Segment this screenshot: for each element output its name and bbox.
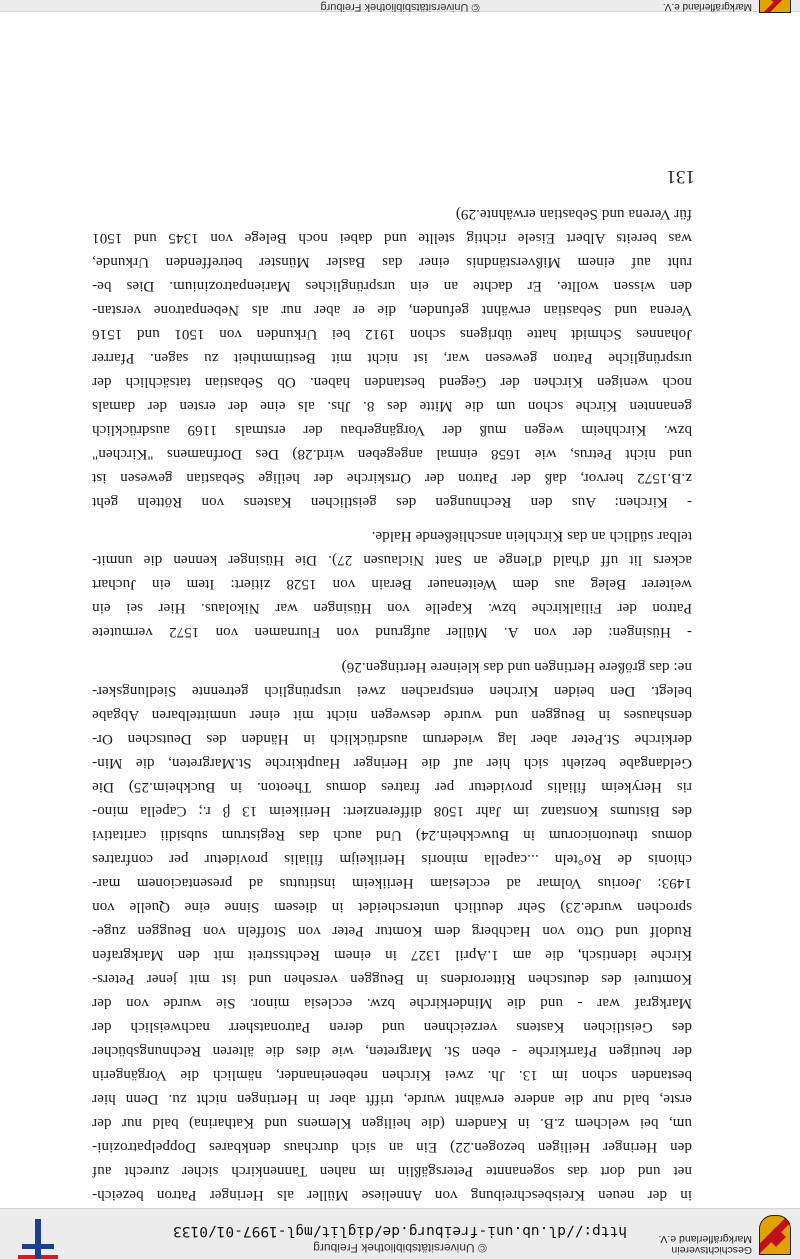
- page-number: 131: [666, 166, 695, 187]
- text-line: des Geistlichen Kastens verzeichnen und deren Patronatsherr nachweislich der: [92, 1019, 692, 1035]
- text-line: bestanden schon im 13. Jh. zwei Kirchen nebeneinander, nämlich die Vorgängerin: [92, 1067, 692, 1083]
- text-line: Patron der Filialkirche bzw. Kapelle von Hüsingen war Nikolaus. Hier sei ein: [92, 600, 692, 617]
- text-line: Johannes Schmidt hatte übrigens schon 1912 bei Urkunden von 1501 und 1516: [92, 325, 692, 342]
- text-line: um, bei welchem z.B. in Kandern (die heiligen Klemens und Katharina) bald nur der: [92, 1115, 692, 1131]
- body-text: [92, 201, 692, 1206]
- text-line: Verena und Sebastian erwähnt gefunden, die er aber nur als Nebenpatrone verstan-: [92, 301, 692, 318]
- text-line: ursprüngliche Patron gewesen war, ist nicht mit Bestimmtheit zu sagen. Pfarrer: [92, 349, 692, 366]
- paragraph-gap: [92, 513, 692, 523]
- text-line: Komturei des deutschen Ritterordens in Beuggen versehen und ist mit jener Peters-: [92, 971, 692, 987]
- text-line: weiterer Beleg aus dem Weitenauer Berain von 1528 zitiert: Item ein Juchart: [92, 576, 692, 593]
- text-line: ackers lit uff d'hald d'lenge an Sant Niclausen 27). Die Hüsinger kennen die unmit-: [92, 552, 692, 569]
- text-line: Markgraf war - und die Minderkirche bzw. ecclesia minor. Sie wurde von der: [92, 995, 692, 1011]
- text-line: - Hüsingen: der von A. Müller aufgrund von Flurnamen von 1572 vermutete: [92, 624, 692, 641]
- text-line: in der neuen Kreisbeschreibung von Anneliese Müller als Heringer Patron bezeich-: [92, 1187, 692, 1203]
- text-line: ne: das größere Hertingen und das kleinere Hertingen.26): [341, 659, 692, 675]
- text-line: derkirche St.Peter aber lag wiederum ausdrücklich in Händen des Deutschen Or-: [92, 731, 692, 747]
- text-line: sprochen wurde.23) Sehr deutlich unterscheidet in diesem Sinne eine Quelle von: [92, 899, 692, 915]
- text-line: den wissen wollte. Er dachte an ein ursprüngliches Marienpatrozinium. Dies be-: [92, 277, 692, 294]
- text-line: bzw. Kirchheim wegen muß der Vorgängerbau der erstmals 1169 ausdrücklich: [92, 421, 692, 438]
- text-line: denshauses in Beuggen und wurde deswegen nicht mit einer unmittelbaren Abgabe: [92, 707, 692, 723]
- footer-copyright: © Universitätsbibliothek Freiburg: [320, 1, 480, 13]
- text-line: erste, bald nur die andere erwähnt wurde, trifft aber in Hertingen nicht zu. Denn hier: [92, 1091, 692, 1107]
- text-line: den Heringer Heiligen bezogen.22) Ein an sich durchaus denkbares Doppelpatrozini-: [92, 1139, 692, 1155]
- text-line: net und dort das sogenannte Petersgäßlin im nahen Tannenkirch sicher zurecht auf: [92, 1163, 692, 1179]
- copyright-notice: © Universitätsbibliothek Freiburg: [313, 1241, 487, 1255]
- text-line: für Verena und Sebastian erwähnte.29): [455, 205, 692, 222]
- text-line: chionis de Ro°teln ...capella minoris Heriikeijm filialis providetur per confratres: [92, 851, 692, 867]
- university-library-logo-icon: [18, 1219, 58, 1259]
- text-line: genannten Kirche schon um die Mitte des 8. Jhs. als eine der ersten der damals: [92, 397, 692, 414]
- text-line: belegt. Den beiden Kirchen entsprachen zwei ursprünglich getrennte Siedlungsker-: [92, 683, 692, 699]
- text-line: ris Herykeim filialis providetur per fratres domus Theoton. in Buckheim.25) Die: [92, 779, 692, 795]
- text-line: z.B.1572 hervor, daß der Patron der Ortskirche der heilige Sebastian gewesen ist: [92, 469, 692, 486]
- text-line: der heutigen Pfarrkirche - eben St. Margreten, wie dies die älteren Rechnungsbücher: [92, 1043, 692, 1059]
- text-line: 1493: Jeorius Volmar ad ecclesiam Heriikeim institutus ad presentacionem mar-: [92, 875, 692, 891]
- viewer-header-band: [0, 1208, 800, 1259]
- text-line: des Bistums Konstanz im Jahr 1508 differenziert: Heriikeim 13 β r.; Capella mino-: [92, 803, 692, 819]
- footer-association: Markgräflerland e.V.: [662, 1, 752, 12]
- text-line: und nicht Petrus, wie 1658 einmal angegeben wird.28) Des Dorfnamens "Kirchen": [92, 445, 692, 462]
- association-line-2: Markgräflerland e.V.: [658, 1233, 752, 1245]
- text-line: ruht auf einem Mißverständnis einer das Basler Münster betreffenden Urkunde,: [92, 253, 692, 270]
- association-line-1: Geschichtsverein: [671, 1244, 752, 1256]
- text-line: Kirche identisch, die am 1.April 1327 in einem Rechtsstreit mit den Markgrafen: [92, 947, 692, 963]
- text-line: telbar südlich an das Kirchlein anschließende Halde.: [371, 528, 692, 545]
- paragraph-gap: [92, 644, 692, 654]
- text-line: Rudolf und Otto von Hachberg dem Komtur Peter von Stoffeln von Beuggen zuge-: [92, 923, 692, 939]
- permalink-url[interactable]: http://dl.ub.uni-freiburg.de/diglit/mgl-1997-01/0133: [173, 1223, 627, 1239]
- text-line: Geldangabe bezieht sich hier auf die Heringer Hauptkirche St.Margreten, die Min-: [92, 755, 692, 771]
- text-line: domus theutonicorum in Buwckhein.24) Und auch das Registrum subsidii caritativi: [92, 827, 692, 843]
- viewer-footer-band: [0, 0, 800, 12]
- text-line: was bereits Albert Eisele richtig stellte und dabei noch Belege von 1345 und 1501: [92, 229, 692, 246]
- text-line: - Kirchen: Aus den Rechnungen des geistlichen Kastens von Rötteln geht: [92, 493, 692, 510]
- text-line: noch wenigen Kirchen der Gegend bestanden haben. Ob Sebastian tatsächlich der: [92, 373, 692, 390]
